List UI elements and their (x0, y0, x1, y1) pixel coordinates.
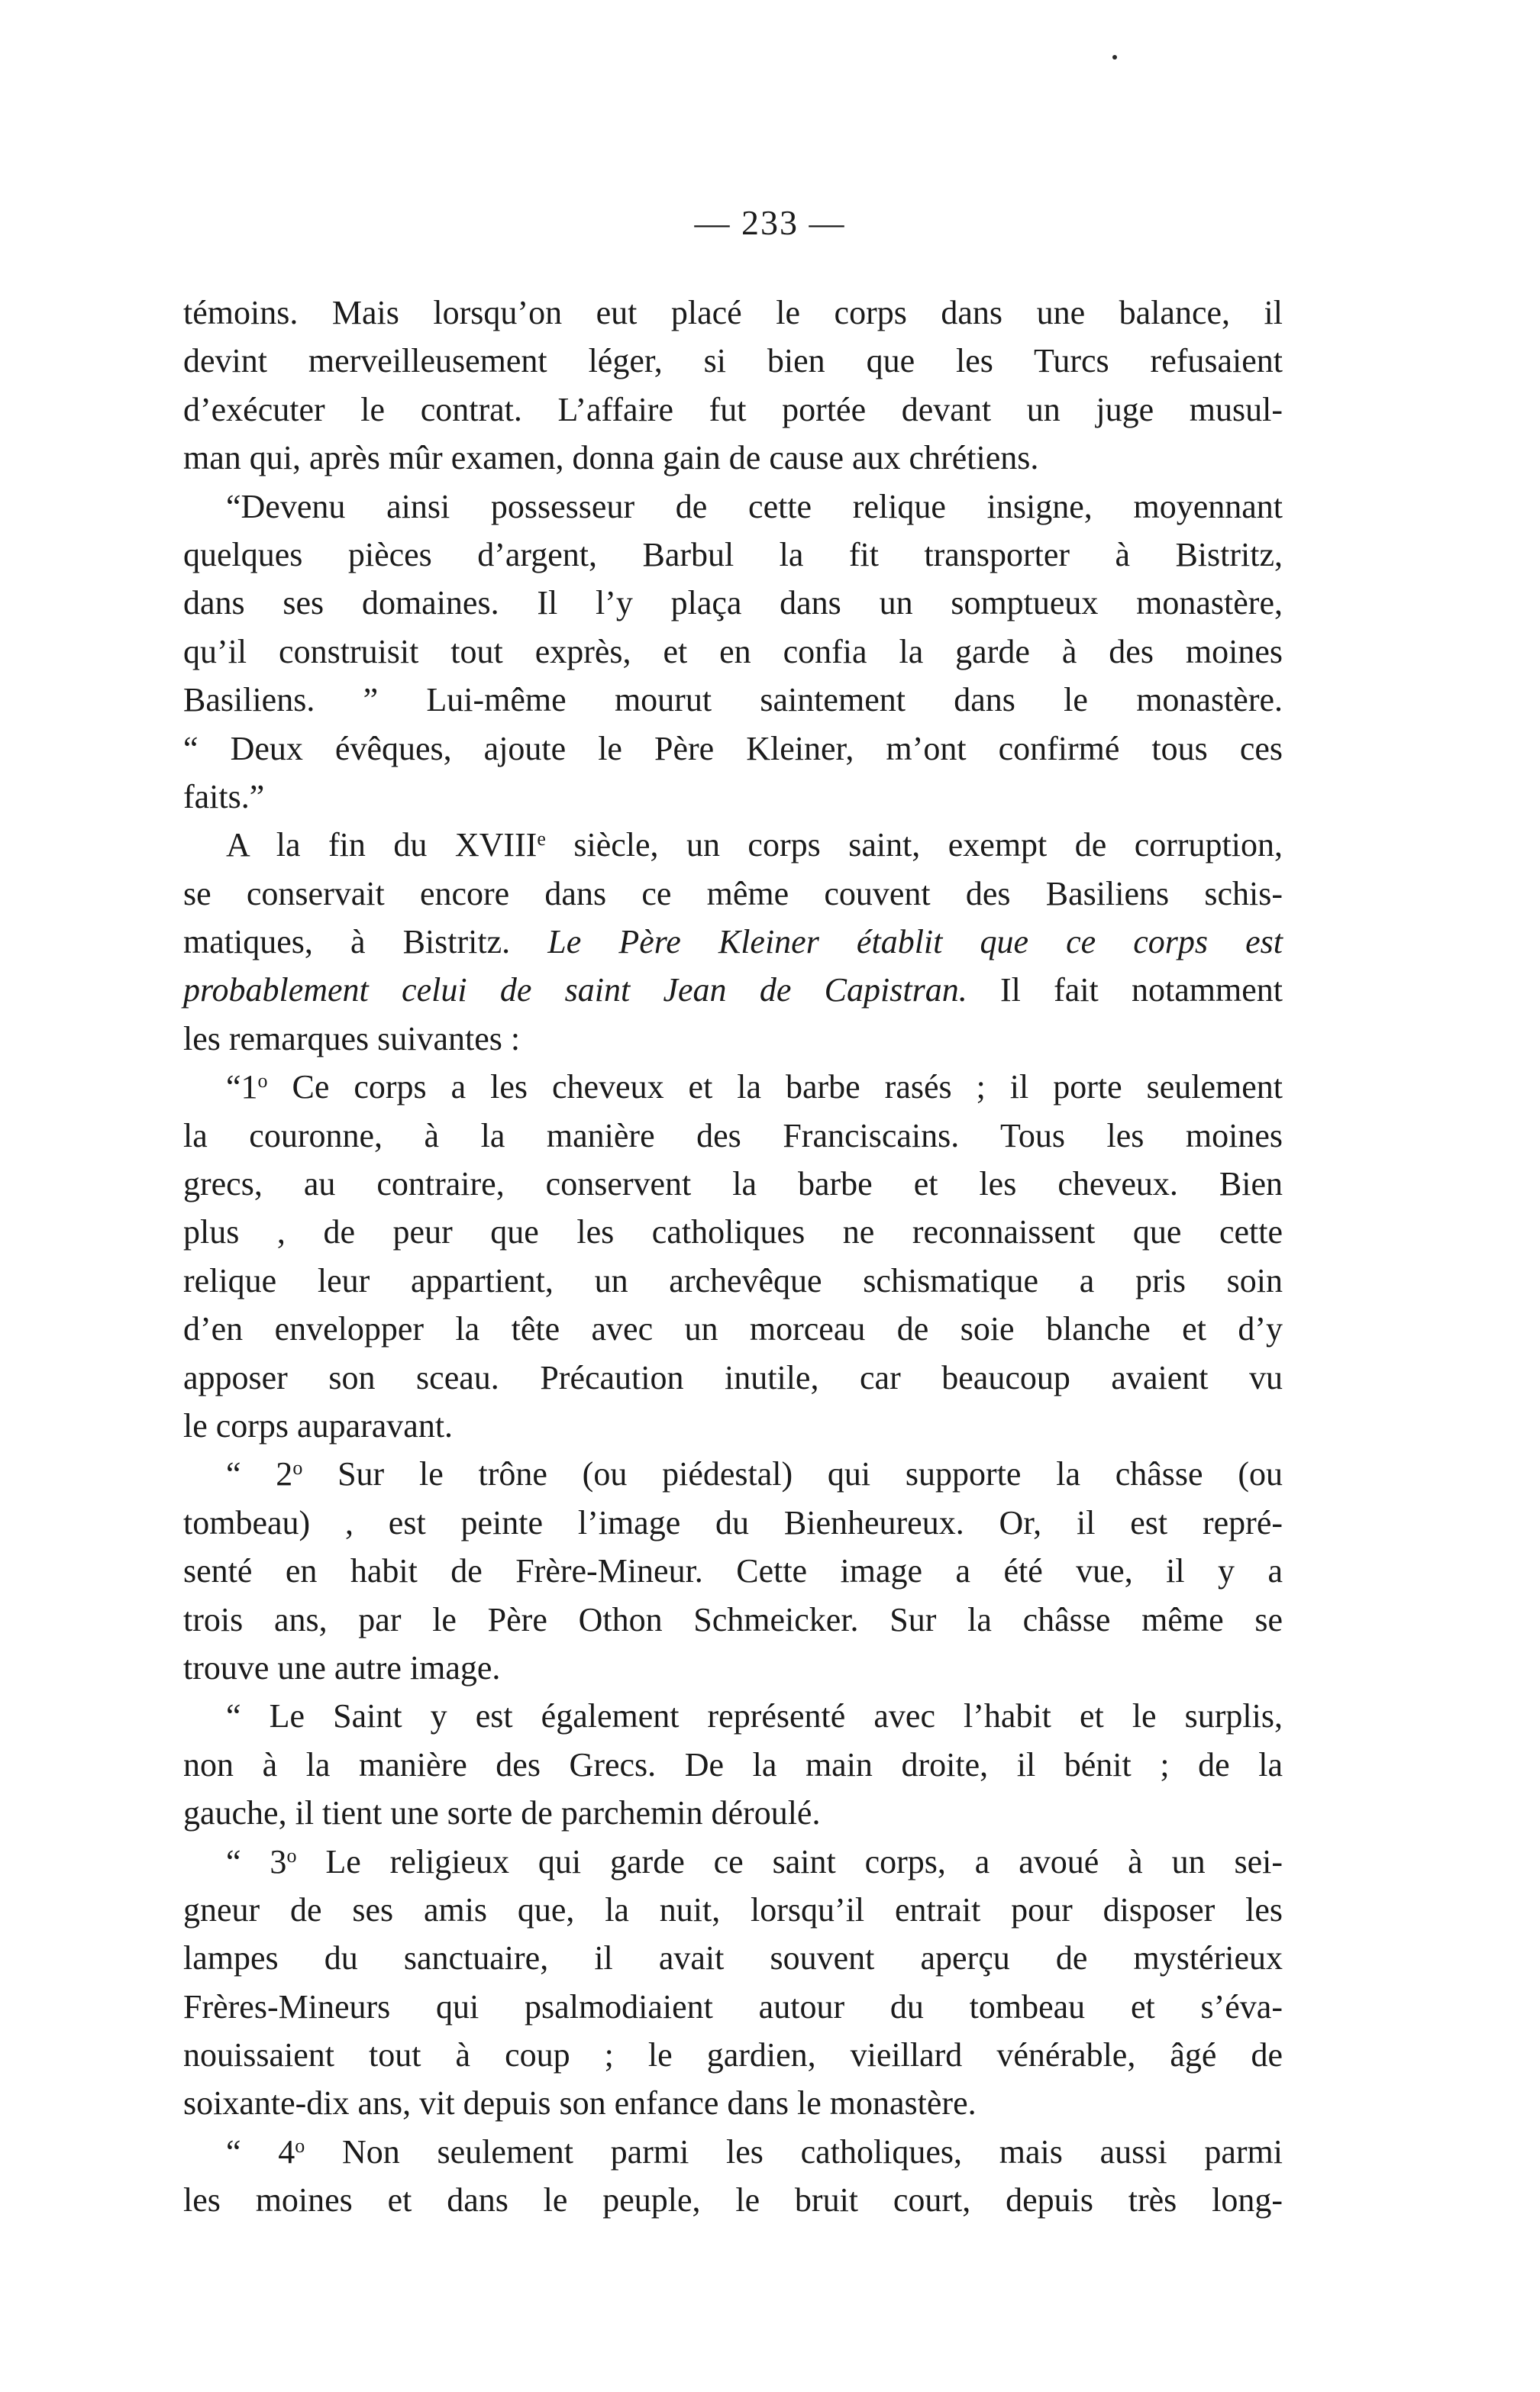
text-span: Ce corps a les cheveux et la barbe rasés ; il porte seulement (267, 1068, 1283, 1106)
text-line: senté en habit de Frère-Mineur. Cette image a été vue, il y a (183, 1552, 1283, 1590)
ordinal-marker: o (257, 1070, 268, 1093)
text-line: d’exécuter le contrat. L’affaire fut portée devant un juge musul- (183, 390, 1283, 428)
text-line: devint merveilleusement léger, si bien que les Turcs refusaient (183, 342, 1283, 380)
text-span: “ 4 (226, 2132, 295, 2171)
text-line: se conservait encore dans ce même couvent des Basiliens schis- (183, 874, 1283, 912)
text-line: “Devenu ainsi possesseur de cette relique insigne, moyennant (226, 487, 1283, 525)
text-line: nouissaient tout à coup ; le gardien, vieillard vénérable, âgé de (183, 2036, 1283, 2074)
text-line: grecs, au contraire, conservent la barbe et les cheveux. Bien (183, 1165, 1283, 1203)
text-line: soixante-dix ans, vit depuis son enfance dans le monastère. (183, 2084, 977, 2122)
text-line: faits.” (183, 777, 265, 815)
text-span: Non seulement parmi les catholiques, mais aussi parmi (305, 2132, 1283, 2171)
text-line (183, 918, 1283, 966)
text-line: quelques pièces d’argent, Barbul la fit transporter à Bistritz, (183, 535, 1283, 573)
text-span: XVIII (454, 826, 538, 864)
text-line: témoins. Mais lorsqu’on eut placé le corps dans une balance, il (183, 294, 1283, 331)
page-number: — 233 — (694, 203, 846, 242)
text-line: Frères-Mineurs qui psalmodiaient autour du tombeau et s’éva- (183, 1987, 1283, 2026)
text-line: gneur de ses amis que, la nuit, lorsqu’il entrait pour disposer les (183, 1890, 1283, 1929)
text-line: dans ses domaines. Il l’y plaça dans un somptueux monastère, (183, 584, 1283, 622)
ordinal-marker: e (537, 828, 546, 851)
italic-text: Le Père Kleiner établit que ce corps est (547, 923, 1283, 961)
text-line: relique leur appartient, un archevêque schismatique a pris soin (183, 1261, 1283, 1299)
text-line: les moines et dans le peuple, le bruit court, depuis très long- (183, 2181, 1283, 2219)
text-line: la couronne, à la manière des Franciscains. Tous les moines (183, 1116, 1283, 1154)
ordinal-marker: o (295, 2134, 305, 2157)
text-span: “ 2 (226, 1455, 293, 1493)
text-line: gauche, il tient une sorte de parchemin déroulé. (183, 1794, 821, 1832)
text-line (183, 966, 1283, 1014)
text-line (183, 1838, 1283, 1886)
text-line: d’en envelopper la tête avec un morceau de soie blanche et d’y (183, 1310, 1283, 1348)
text-span: Sur le trône (ou piédestal) qui supporte la châsse (ou (302, 1455, 1283, 1493)
text-line: plus , de peur que les catholiques ne reconnaissent que cette (183, 1213, 1283, 1251)
text-line: Basiliens. ” Lui-même mourut saintement dans le monastère. (183, 681, 1283, 719)
ordinal-marker: o (286, 1844, 297, 1867)
text-span: “1 (226, 1068, 258, 1106)
text-span: matiques, à Bistritz. (183, 923, 548, 961)
italic-text: probablement celui de saint Jean de Capistran. (183, 971, 967, 1009)
text-line: qu’il construisit tout exprès, et en confia la garde à des moines (183, 632, 1283, 670)
text-span: A la fin du (226, 826, 455, 864)
text-line (183, 1450, 1283, 1498)
print-speck (1112, 55, 1117, 60)
text-line: man qui, après mûr examen, donna gain de cause aux chrétiens. (183, 439, 1039, 477)
text-span: Il fait notamment (967, 971, 1283, 1009)
text-line: le corps auparavant. (183, 1406, 454, 1445)
text-line: trouve une autre image. (183, 1648, 501, 1687)
text-line (183, 1063, 1283, 1111)
text-line: “ Deux évêques, ajoute le Père Kleiner, m’ont confirmé tous ces (183, 729, 1283, 767)
body-text (183, 289, 1283, 2225)
text-line: tombeau) , est peinte l’image du Bienheureux. Or, il est repré- (183, 1503, 1283, 1541)
text-line (183, 2128, 1283, 2176)
text-line: apposer son sceau. Précaution inutile, car beaucoup avaient vu (183, 1358, 1283, 1396)
text-span: Le religieux qui garde ce saint corps, a avoué à un sei- (296, 1842, 1283, 1880)
text-line: “ Le Saint y est également représenté avec l’habit et le surplis, (226, 1697, 1283, 1735)
text-span: “ 3 (226, 1842, 287, 1880)
text-line: non à la manière des Grecs. De la main droite, il bénit ; de la (183, 1745, 1283, 1784)
ordinal-marker: o (292, 1457, 303, 1480)
text-line: les remarques suivantes : (183, 1019, 521, 1057)
text-line (183, 821, 1283, 869)
text-line: lampes du sanctuaire, il avait souvent aperçu de mystérieux (183, 1939, 1283, 1977)
text-line: trois ans, par le Père Othon Schmeicker. Sur la châsse même se (183, 1600, 1283, 1638)
text-span: siècle, un corps saint, exempt de corruption, (545, 826, 1283, 864)
